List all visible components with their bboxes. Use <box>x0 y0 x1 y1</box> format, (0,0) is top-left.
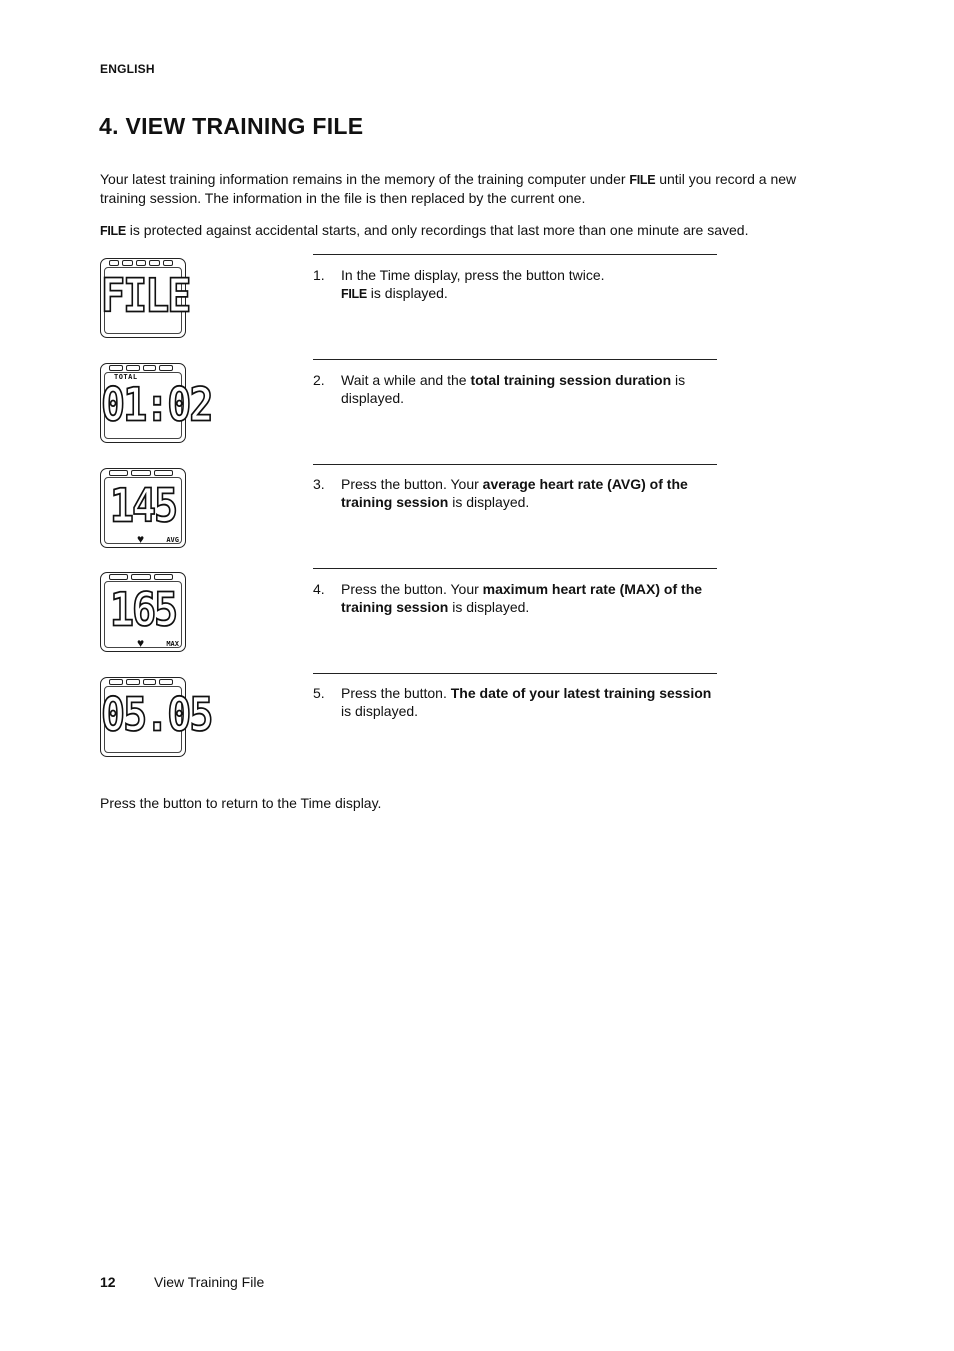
step-text <box>341 371 691 407</box>
watch-display-icon <box>100 258 190 338</box>
step-text-a: Wait a while and the <box>341 372 471 388</box>
step-text-b: is displayed. <box>448 599 530 615</box>
step-text-a: Press the button. Your <box>341 476 483 492</box>
intro-text: until you record a new training session. The information in the file is then replaced by the current one. <box>100 171 797 206</box>
watch-display-icon <box>100 677 212 757</box>
display-segments <box>109 679 173 685</box>
file-keyword: FILE <box>100 224 126 238</box>
step-text-bold: maximum heart rate (MAX) of the training session <box>341 581 703 615</box>
page-title: 4. VIEW TRAINING FILE <box>99 113 364 139</box>
divider <box>313 254 717 255</box>
display-value: 145 <box>109 479 177 533</box>
divider <box>313 464 717 465</box>
intro-paragraph-2 <box>100 221 810 240</box>
step-row <box>0 254 954 354</box>
step-text <box>341 580 711 616</box>
display-segments <box>109 260 173 266</box>
step-text-a: Press the button. <box>341 685 451 701</box>
closing-paragraph: Press the button to return to the Time display. <box>100 795 382 811</box>
step-number: 3. <box>313 476 325 492</box>
display-top-label: TOTAL <box>114 373 138 381</box>
step-text-b: is displayed. <box>366 285 448 301</box>
display-value: 165 <box>109 583 177 637</box>
divider <box>313 359 717 360</box>
file-keyword: FILE <box>341 287 367 301</box>
step-row <box>0 568 954 668</box>
watch-display-icon <box>100 572 186 652</box>
page-number: 12 <box>100 1274 116 1290</box>
display-value: FILE <box>101 269 190 323</box>
step-number: 5. <box>313 685 325 701</box>
display-value: 01:02 <box>101 378 212 432</box>
watch-display-icon <box>100 468 186 548</box>
step-text-bold: The date of your latest training session <box>450 685 712 701</box>
step-row <box>0 464 954 564</box>
file-keyword: FILE <box>629 173 656 187</box>
display-bottom-label: MAX <box>166 640 179 648</box>
step-text-a: Press the button. Your <box>341 581 483 597</box>
step-text-b: is displayed. <box>341 372 686 406</box>
step-text-a: In the Time display, press the button twice. <box>341 267 605 283</box>
display-segments <box>109 470 173 476</box>
step-row <box>0 359 954 459</box>
display-segments <box>109 574 173 580</box>
step-text <box>341 266 721 303</box>
step-text-b: is displayed. <box>448 494 530 510</box>
heart-icon: ♥ <box>137 636 145 650</box>
intro-text: is protected against accidental starts, and only recordings that last more than one minute are saved. <box>125 222 749 238</box>
language-label: ENGLISH <box>100 62 155 76</box>
intro-text: Your latest training information remains in the memory of the training computer under <box>100 171 630 187</box>
divider <box>313 568 717 569</box>
step-number: 1. <box>313 267 325 283</box>
display-segments <box>109 365 173 371</box>
step-number: 4. <box>313 581 325 597</box>
heart-icon: ♥ <box>137 532 145 546</box>
display-bottom-label: AVG <box>166 536 179 544</box>
step-number: 2. <box>313 372 325 388</box>
footer-section-title: View Training File <box>154 1274 265 1290</box>
intro-paragraph-1 <box>100 170 810 207</box>
watch-display-icon <box>100 363 212 443</box>
divider <box>313 673 717 674</box>
display-value: 05.05 <box>101 688 212 742</box>
step-text <box>341 475 691 511</box>
step-text-bold: average heart rate (AVG) of the training session <box>341 476 688 510</box>
step-text <box>341 684 721 720</box>
step-row <box>0 673 954 773</box>
step-text-bold: total training session duration <box>470 372 672 388</box>
step-text-b: is displayed. <box>341 703 419 719</box>
